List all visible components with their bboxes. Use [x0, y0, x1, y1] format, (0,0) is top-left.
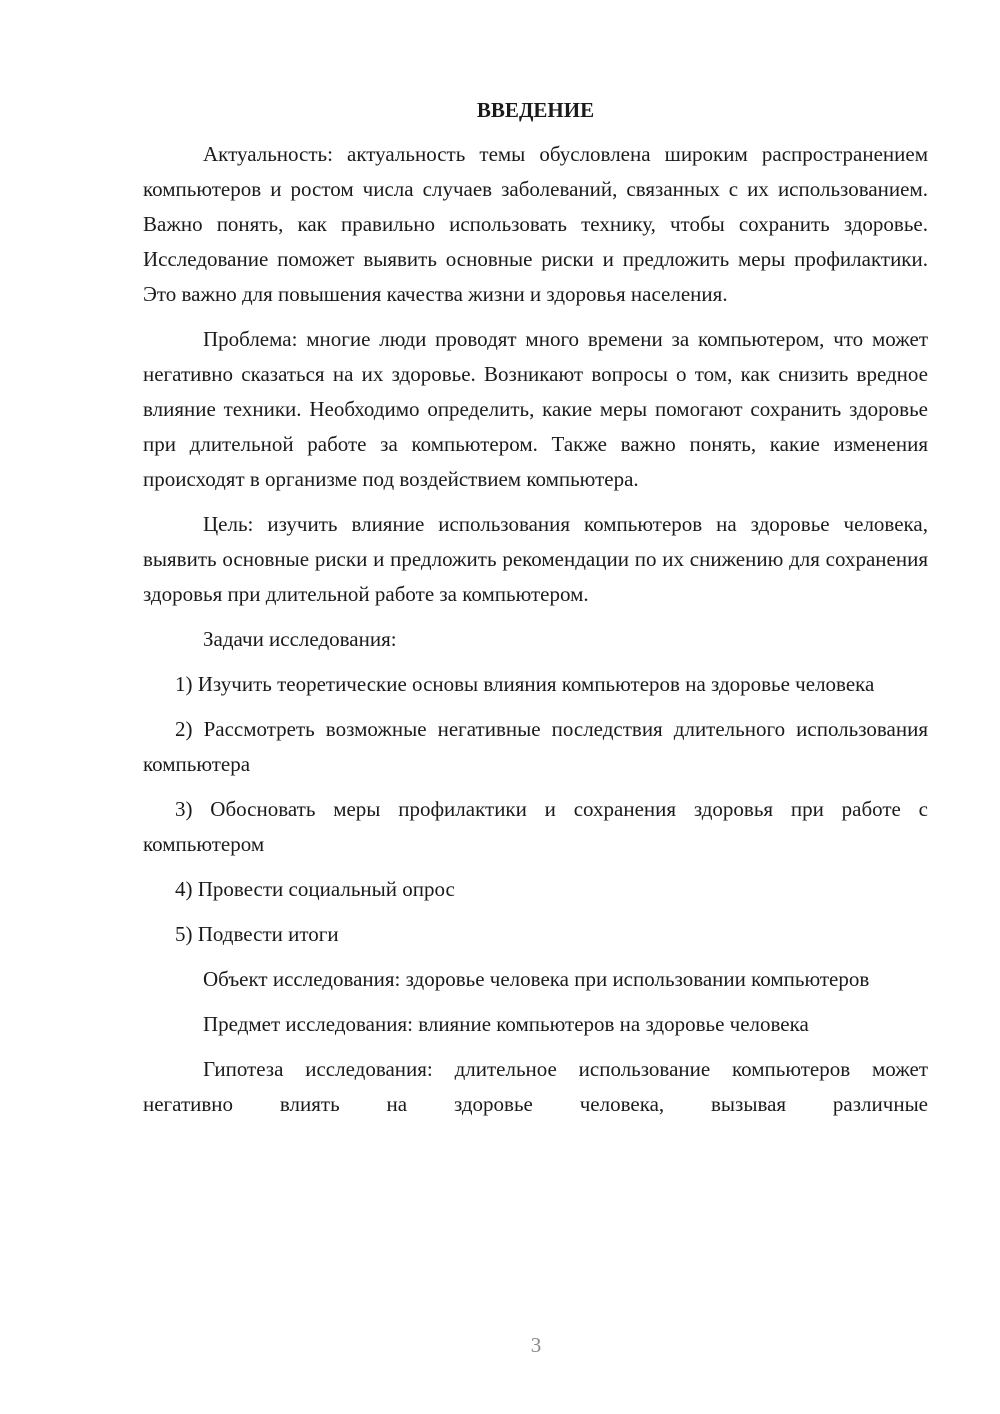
section-title: ВВЕДЕНИЕ: [476, 98, 595, 122]
task-item-5: 5) Подвести итоги: [175, 922, 339, 946]
paragraph-goal: Цель: изучить влияние использования компьютеров на здоровье человека, выявить основные риски и предложить рекомендации по их снижению для сохранения здоровья при длительной работе за компьютером.: [143, 512, 928, 606]
document-page: [143, 95, 928, 1132]
tasks-heading: Задачи исследования:: [203, 627, 397, 651]
paragraph-object: Объект исследования: здоровье человека при использовании компьютеров: [203, 967, 870, 991]
task-item-2: 2) Рассмотреть возможные негативные последствия длительного использования компьютера: [143, 717, 928, 776]
task-item-1: 1) Изучить теоретические основы влияния компьютеров на здоровье человека: [175, 672, 875, 696]
page-number: 3: [530, 1333, 542, 1357]
task-item-4: 4) Провести социальный опрос: [175, 877, 455, 901]
paragraph-hypothesis: Гипотеза исследования: длительное использование компьютеров может негативно влиять на здоровье человека, вызывая различные: [143, 1057, 928, 1116]
paragraph-subject: Предмет исследования: влияние компьютеров на здоровье человека: [203, 1012, 809, 1036]
paragraph-relevance: Актуальность: актуальность темы обусловлена широким распространением компьютеров и ростом числа случаев заболеваний, связанных с их использованием. Важно понять, как правильно использовать технику, чтобы сохранить здоровье. Исследование поможет выявить основные риски и предложить меры профилактики. Это важно для повышения качества жизни и здоровья населения.: [143, 142, 928, 306]
paragraph-problem: Проблема: многие люди проводят много времени за компьютером, что может негативно сказаться на их здоровье. Возникают вопросы о том, как снизить вредное влияние техники. Необходимо определить, какие меры помогают сохранить здоровье при длительной работе за компьютером. Также важно понять, какие изменения происходят в организме под воздействием компьютера.: [143, 327, 928, 491]
task-item-3: 3) Обосновать меры профилактики и сохранения здоровья при работе с компьютером: [143, 797, 928, 856]
